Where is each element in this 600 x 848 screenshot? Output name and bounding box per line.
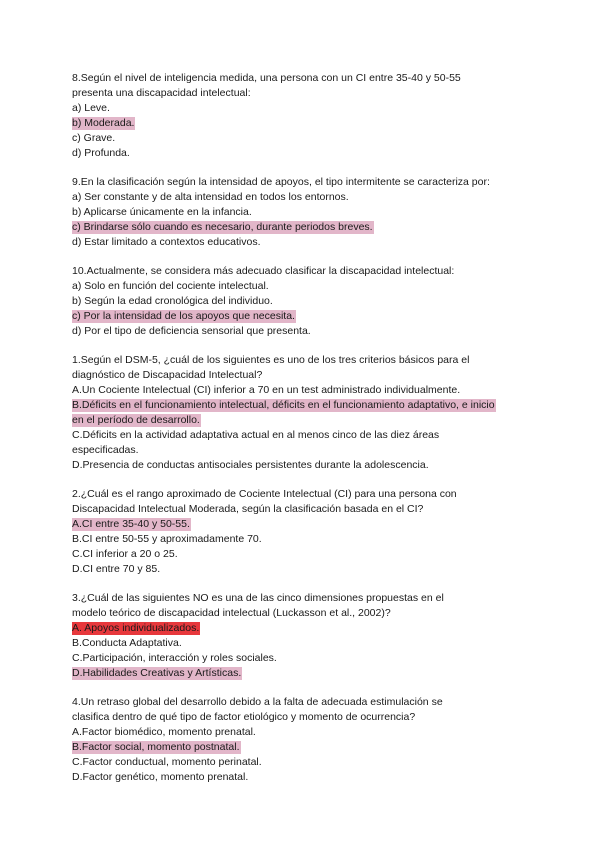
highlighted-text: A.CI entre 35-40 y 50-55. (72, 518, 190, 530)
text-line (72, 517, 532, 532)
text-line (72, 443, 532, 458)
text-line (72, 547, 532, 562)
highlighted-text: c) Brindarse sólo cuando es necesario, durante periodos breves. (72, 221, 373, 233)
line-text: 8.Según el nivel de inteligencia medida, una persona con un CI entre 35-40 y 50-55 (72, 72, 461, 84)
line-text: C.CI inferior a 20 o 25. (72, 548, 178, 560)
text-line (72, 116, 532, 131)
line-text: presenta una discapacidad intelectual: (72, 87, 251, 99)
line-text: a) Leve. (72, 102, 110, 114)
line-text: C.Participación, interacción y roles sociales. (72, 652, 277, 664)
line-text: 2.¿Cuál es el rango aproximado de Cociente Intelectual (CI) para una persona con (72, 488, 457, 500)
text-line (72, 740, 532, 755)
highlighted-text: A. Apoyos individualizados. (72, 622, 200, 634)
line-text: 4.Un retraso global del desarrollo debido a la falta de adecuada estimulación se (72, 696, 443, 708)
question-block (72, 264, 532, 339)
text-line (72, 190, 532, 205)
line-text: c) Grave. (72, 132, 116, 144)
question-text-line (72, 353, 532, 368)
line-text: d) Estar limitado a contextos educativos. (72, 236, 261, 248)
question-block (72, 591, 532, 681)
line-text: D.CI entre 70 y 85. (72, 563, 161, 575)
line-text: D.Presencia de conductas antisociales persistentes durante la adolescencia. (72, 459, 429, 471)
text-line (72, 755, 532, 770)
text-line (72, 146, 532, 161)
question-text-line (72, 487, 532, 502)
text-line (72, 532, 532, 547)
text-line (72, 458, 532, 473)
line-text: C.Déficits en la actividad adaptativa actual en al menos cinco de las diez áreas (72, 429, 440, 441)
question-block (72, 695, 532, 785)
highlighted-text: b) Moderada. (72, 117, 135, 129)
question-block (72, 71, 532, 161)
line-text: 10.Actualmente, se considera más adecuado clasificar la discapacidad intelectual: (72, 265, 455, 277)
line-text: 9.En la clasificación según la intensidad de apoyos, el tipo intermitente se caracteriza por: (72, 176, 490, 188)
line-text: b) Según la edad cronológica del individuo. (72, 295, 273, 307)
highlighted-text: B.Déficits en el funcionamiento intelectual, déficits en el funcionamiento adaptativo, e inicio (72, 399, 495, 411)
text-line (72, 636, 532, 651)
text-line (72, 413, 532, 428)
line-text: a) Ser constante y de alta intensidad en todos los entornos. (72, 191, 349, 203)
text-line (72, 428, 532, 443)
text-line (72, 562, 532, 577)
question-text-line (72, 175, 532, 190)
text-line (72, 368, 532, 383)
line-text: C.Factor conductual, momento perinatal. (72, 756, 262, 768)
line-text: A.Un Cociente Intelectual (CI) inferior a 70 en un test administrado individualmente. (72, 384, 461, 396)
text-line (72, 398, 532, 413)
line-text: 3.¿Cuál de las siguientes NO es una de las cinco dimensiones propuestas en el (72, 592, 444, 604)
text-line (72, 294, 532, 309)
text-line (72, 235, 532, 250)
line-text: D.Factor genético, momento prenatal. (72, 771, 249, 783)
text-line (72, 770, 532, 785)
line-text: b) Aplicarse únicamente en la infancia. (72, 206, 252, 218)
highlighted-text: en el período de desarrollo. (72, 414, 200, 426)
highlighted-text: B.Factor social, momento postnatal. (72, 741, 240, 753)
text-line (72, 383, 532, 398)
line-text: Discapacidad Intelectual Moderada, según la clasificación basada en el CI? (72, 503, 424, 515)
text-line (72, 606, 532, 621)
question-list (72, 71, 532, 799)
line-text: modelo teórico de discapacidad intelectual (Luckasson et al., 2002)? (72, 607, 391, 619)
text-line (72, 651, 532, 666)
line-text: B.CI entre 50-55 y aproximadamente 70. (72, 533, 262, 545)
text-line (72, 725, 532, 740)
question-text-line (72, 71, 532, 86)
question-text-line (72, 591, 532, 606)
text-line (72, 101, 532, 116)
text-line (72, 205, 532, 220)
line-text: a) Solo en función del cociente intelectual. (72, 280, 269, 292)
line-text: d) Por el tipo de deficiencia sensorial que presenta. (72, 325, 311, 337)
text-line (72, 621, 532, 636)
text-line (72, 220, 532, 235)
text-line (72, 502, 532, 517)
question-text-line (72, 695, 532, 710)
text-line (72, 324, 532, 339)
line-text: diagnóstico de Discapacidad Intelectual? (72, 369, 263, 381)
line-text: especificadas. (72, 444, 139, 456)
question-block (72, 353, 532, 473)
question-block (72, 175, 532, 250)
question-block (72, 487, 532, 577)
text-line (72, 86, 532, 101)
text-line (72, 131, 532, 146)
text-line (72, 666, 532, 681)
question-text-line (72, 264, 532, 279)
line-text: d) Profunda. (72, 147, 130, 159)
text-line (72, 279, 532, 294)
line-text: 1.Según el DSM-5, ¿cuál de los siguientes es uno de los tres criterios básicos para el (72, 354, 470, 366)
highlighted-text: c) Por la intensidad de los apoyos que necesita. (72, 310, 295, 322)
line-text: A.Factor biomédico, momento prenatal. (72, 726, 256, 738)
line-text: B.Conducta Adaptativa. (72, 637, 182, 649)
text-line (72, 710, 532, 725)
text-line (72, 309, 532, 324)
line-text: clasifica dentro de qué tipo de factor etiológico y momento de ocurrencia? (72, 711, 416, 723)
highlighted-text: D.Habilidades Creativas y Artísticas. (72, 667, 242, 679)
